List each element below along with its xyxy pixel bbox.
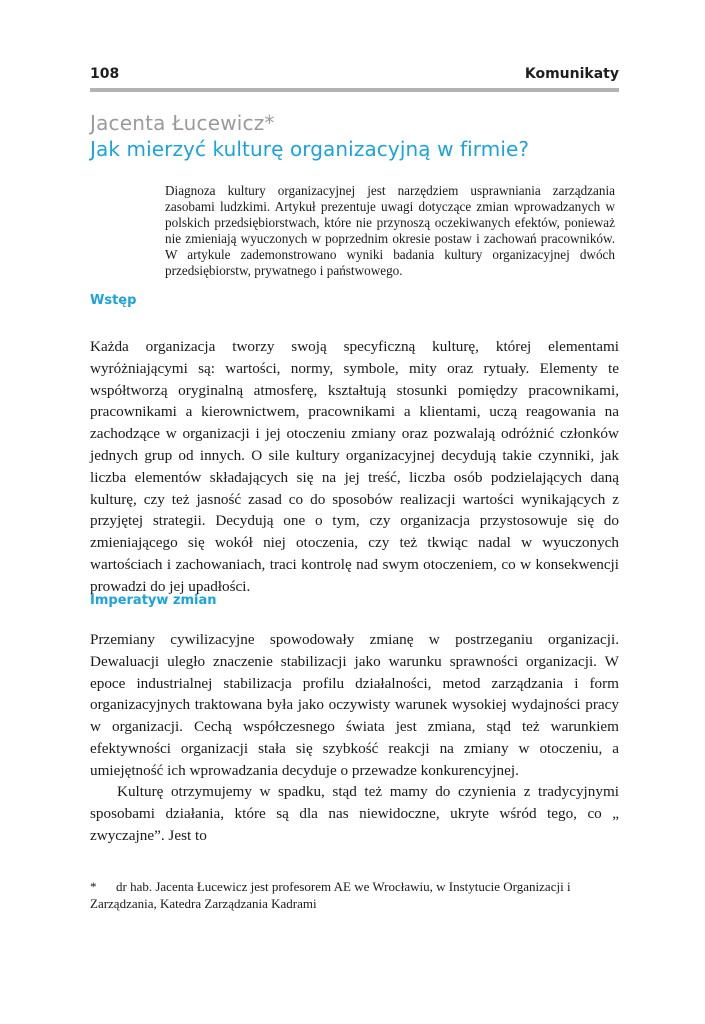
header-rule bbox=[90, 88, 619, 92]
footnote-marker: * bbox=[90, 879, 97, 894]
paragraph-imperatyw-2: Kulturę otrzymujemy w spadku, stąd też mamy do czynienia z tradycyjnymi sposobami działania, które są dla nas niewidoczne, ukryte wśród tego, co „ zwyczajne”. Jest to bbox=[90, 783, 619, 844]
article-title: Jak mierzyć kulturę organizacyjną w firmie? bbox=[90, 137, 530, 161]
article-author: Jacenta Łucewicz* bbox=[90, 111, 275, 135]
article-abstract: Diagnoza kultury organizacyjnej jest narzędziem usprawniania zarządzania zasobami ludzkimi. Artykuł prezentuje uwagi dotyczące zmian wprowadzanych w polskich przedsiębiorstwach, które nie przynoszą oczekiwanych efektów, ponieważ nie zmieniają wyuczonych w poprzednim okresie postaw i zachowań pracowników. W artykule zademonstrowano wyniki badania kultury organizacyjnej dwóch przedsiębiorstw, prywatnego i państwowego. bbox=[165, 183, 615, 278]
running-header bbox=[90, 66, 619, 86]
paragraph-imperatyw-1: Przemiany cywilizacyjne spowodowały zmianę w postrzeganiu organizacji. Dewaluacji uległo znaczenie stabilizacji jako warunku sprawności organizacji. W epoce industrialnej stabilizacja profilu działalności, metod zarządzania i form organizacyjnych traktowana była jako oczywisty warunek wysokiej wydajności pracy w organizacji. Cechą współczesnego świata jest zmiana, stąd też warunkiem efektywności organizacji stała się szybkość reakcji na zmiany w otoczeniu, a umiejętność ich wprowadzania decyduje o przewadze konkurencyjnej. bbox=[90, 631, 619, 779]
paragraph-wstep: Każda organizacja tworzy swoją specyficzną kulturę, której elementami wyróżniającymi są: wartości, normy, symbole, mity oraz rytuały. Elementy te współtworzą oryginalną atmosferę, kształtują stosunki pomiędzy pracownikami, pracownikami a kierownictwem, pracownikami a klientami, uczą reagowania na zachodzące w organizacji i jej otoczeniu zmiany oraz pozwalają odróżnić członków jednych grup od innych. O sile kultury organizacyjnej decydują takie czynniki, jak liczba elementów składających się na jej treść, liczba osób podzielających daną kulturę, czy też jasność zasad co do sposobów realizacji wartości wynikających z przyjętej strategii. Decydują one o tym, czy organizacja przystosowuje się do zmieniającego się wokół niej otoczenia, czy też tkwiąc nadal w wyuczonych wartościach i zachowaniach, traci kontrolę nad swym otoczeniem, co w konsekwencji prowadzi do jej upadłości. bbox=[90, 338, 619, 595]
section-title: Komunikaty bbox=[524, 66, 619, 82]
section-heading-imperatyw: Imperatyw zmian bbox=[90, 593, 217, 608]
page-number: 108 bbox=[90, 66, 120, 82]
footnote bbox=[90, 878, 619, 912]
footnote-text: dr hab. Jacenta Łucewicz jest profesorem AE we Wrocławiu, w Instytucie Organizacji i Zarządzania, Katedra Zarządzania Kadrami bbox=[90, 879, 571, 911]
section-heading-wstep: Wstęp bbox=[90, 293, 137, 308]
